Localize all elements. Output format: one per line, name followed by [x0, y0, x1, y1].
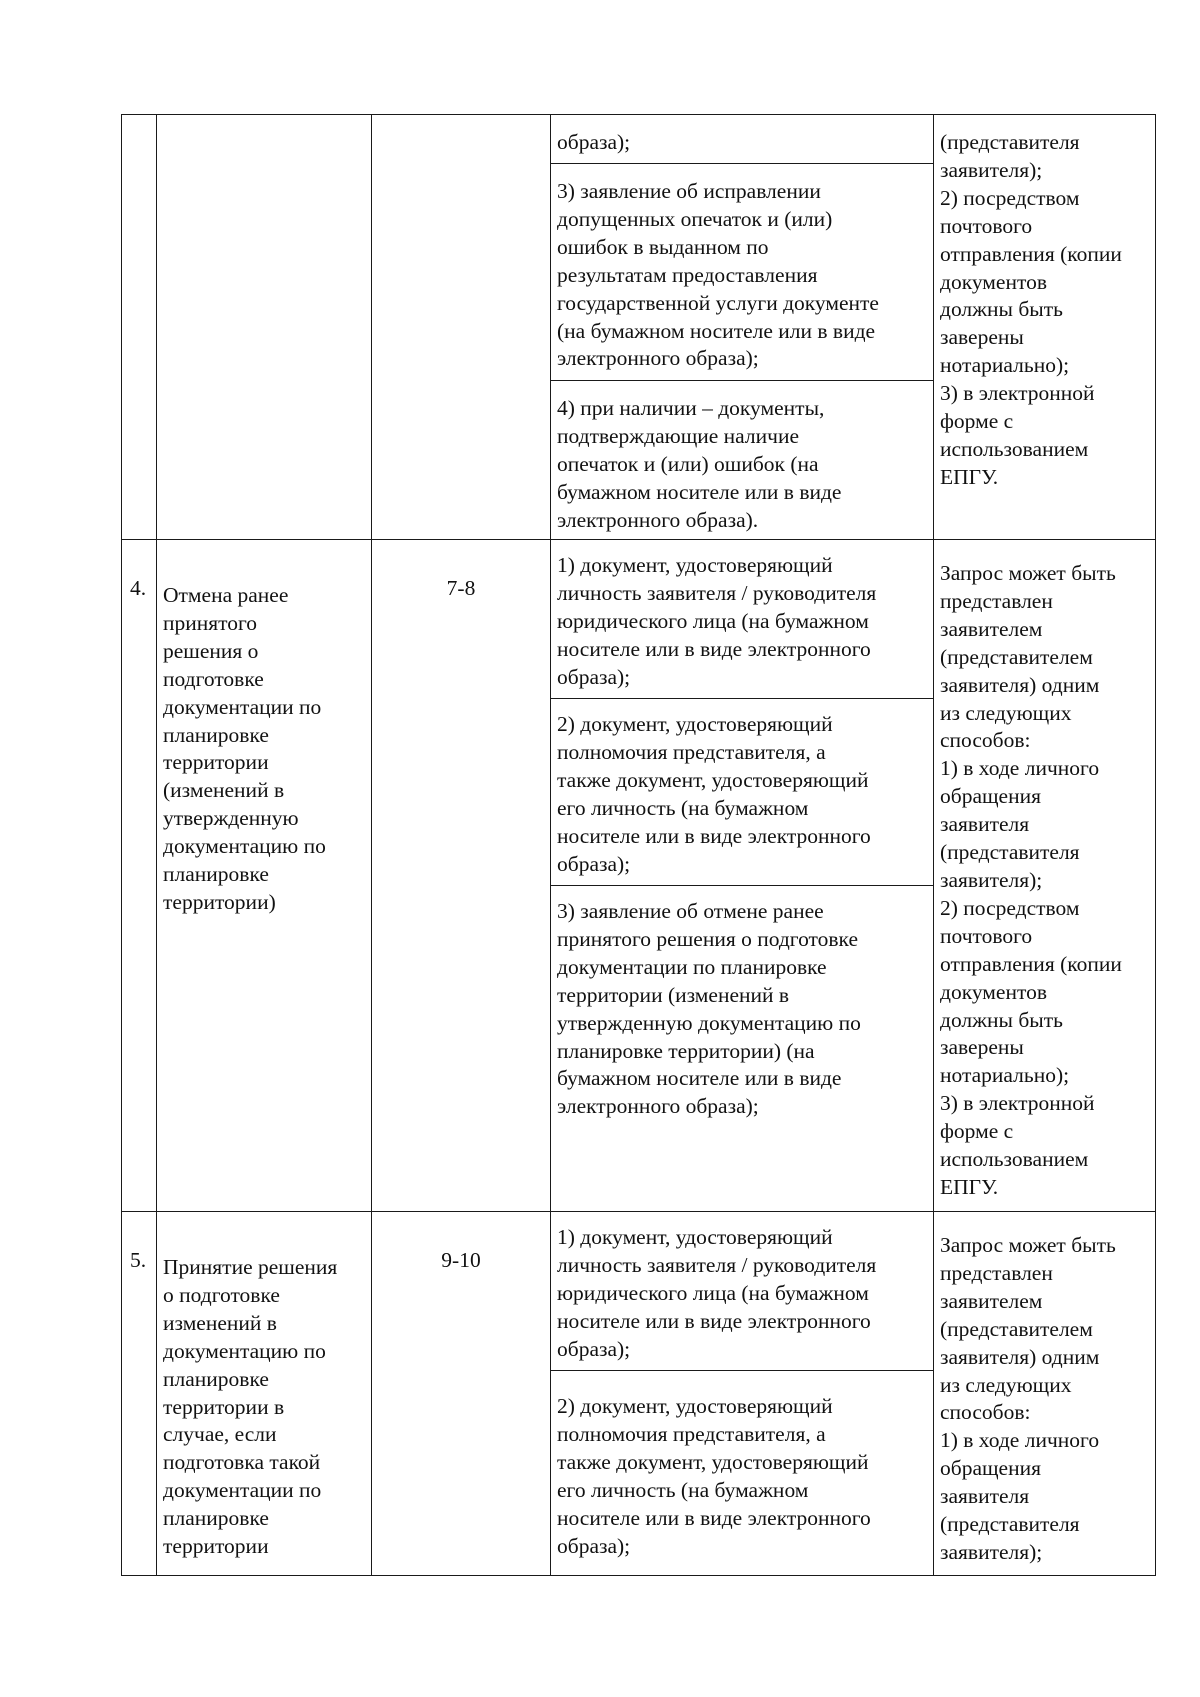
row5-methods-cell: Запрос может быть представлен заявителем (представителем заявителя) одним из следующих способов: 1) в ходе личного обращения заявителя (представителя заявителя); — [933, 1211, 1156, 1576]
row4-pages-cell: 7-8 — [371, 539, 551, 1212]
cont-doc-cell-3: 4) при наличии – документы, подтверждающие наличие опечаток и (или) ошибок (на бумажном носителе или в виде электронного образа). — [550, 380, 934, 540]
row4-methods-cell: Запрос может быть представлен заявителем (представителем заявителя) одним из следующих способов: 1) в ходе личного обращения заявителя (представителя заявителя); 2) посредством почтового отправления (копии документов должны быть заверены нотариально); 3) в электронной форме с использованием ЕПГУ. — [933, 539, 1156, 1212]
row5-doc-cell-2: 2) документ, удостоверяющий полномочия представителя, а также документ, удостоверяющий его личность (на бумажном носителе или в виде электронного образа); — [550, 1370, 934, 1576]
row5-doc-cell-1: 1) документ, удостоверяющий личность заявителя / руководителя юридического лица (на бумажном носителе или в виде электронного образа); — [550, 1211, 934, 1371]
row4-service-cell: Отмена ранее принятого решения о подготовке документации по планировке территории (изменений в утвержденную документацию по планировке территории) — [156, 539, 372, 1212]
row4-doc-cell-3: 3) заявление об отмене ранее принятого решения о подготовке документации по планировке территории (изменений в утвержденную документацию по планировке территории) (на бумажном носителе или в виде электронного образа); — [550, 885, 934, 1212]
cont-methods-cell: (представителя заявителя); 2) посредством почтового отправления (копии документов должны быть заверены нотариально); 3) в электронной форме с использованием ЕПГУ. — [933, 114, 1156, 540]
row5-pages-cell: 9-10 — [371, 1211, 551, 1576]
row5-service-cell: Принятие решения о подготовке изменений в документацию по планировке территории в случае, если подготовка такой документации по планировке территории — [156, 1211, 372, 1576]
row4-doc-cell-2: 2) документ, удостоверяющий полномочия представителя, а также документ, удостоверяющий его личность (на бумажном носителе или в виде электронного образа); — [550, 698, 934, 886]
row4-number-cell: 4. — [121, 539, 157, 1212]
cont-number-cell — [121, 114, 157, 540]
cont-doc-cell-2: 3) заявление об исправлении допущенных опечаток и (или) ошибок в выданном по результатам предоставления государственной услуги документе (на бумажном носителе или в виде электронного образа); — [550, 163, 934, 381]
cont-pages-cell — [371, 114, 551, 540]
cont-doc-cell-1: образа); — [550, 114, 934, 164]
row5-number-cell: 5. — [121, 1211, 157, 1576]
cont-service-cell — [156, 114, 372, 540]
row4-doc-cell-1: 1) документ, удостоверяющий личность заявителя / руководителя юридического лица (на бумажном носителе или в виде электронного образа); — [550, 539, 934, 699]
